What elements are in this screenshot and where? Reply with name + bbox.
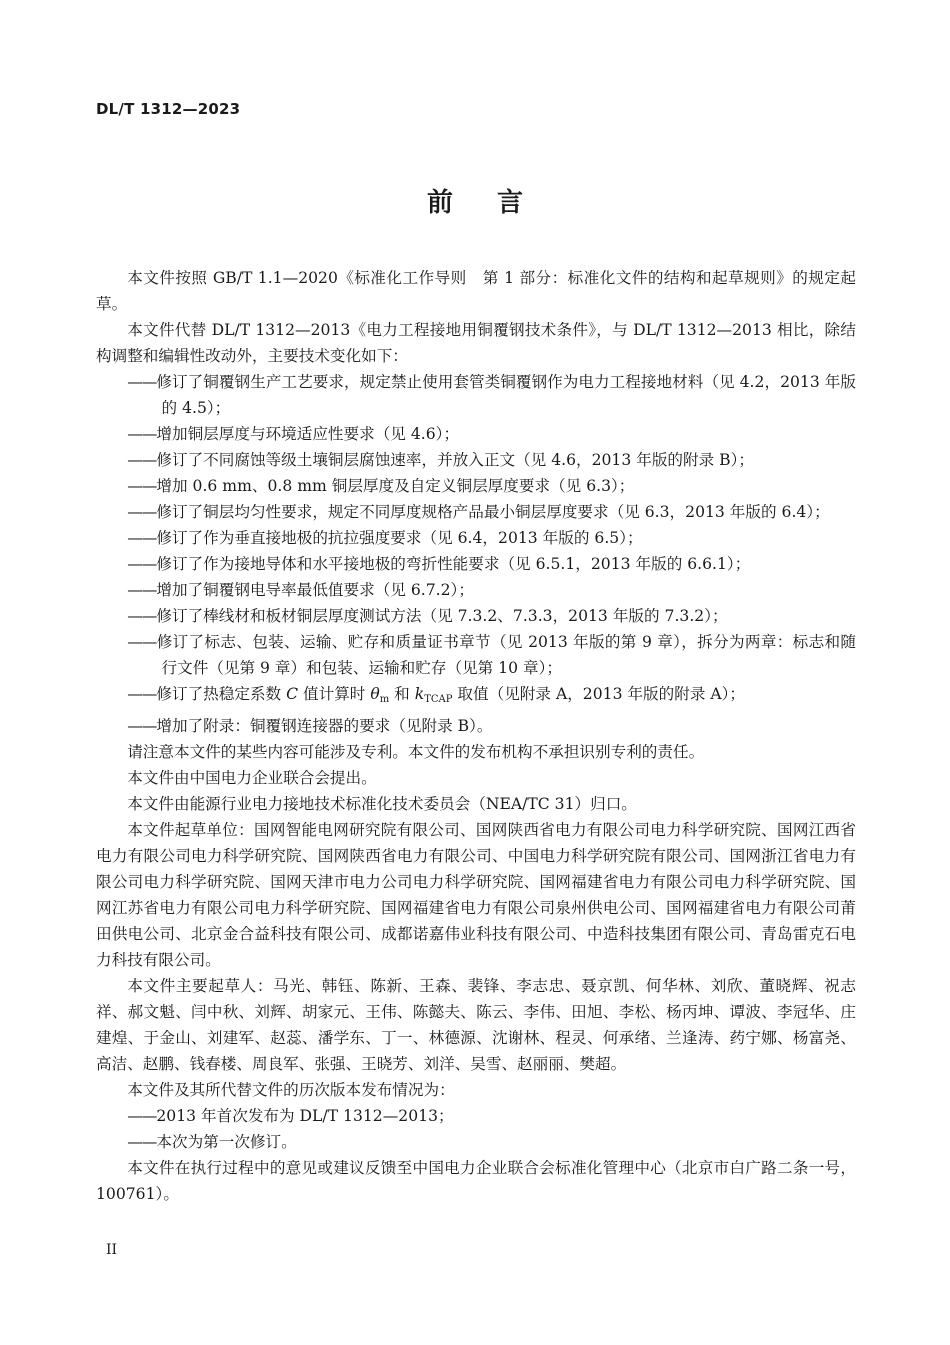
page-number: II (106, 1242, 118, 1258)
dash-mark: —— (127, 373, 157, 391)
paragraph-committee: 本文件由能源行业电力接地技术标准化技术委员会（NEA/TC 31）归口。 (127, 795, 637, 813)
change-item: ——增加 0.6 mm、0.8 mm 铜层厚度及自定义铜层厚度要求（见 6.3）； (127, 477, 635, 495)
paragraph-history-intro: 本文件及其所代替文件的历次版本发布情况为： (127, 1081, 455, 1099)
dash-mark: —— (127, 633, 157, 651)
change-item: ——增加了附录：铜覆钢连接器的要求（见附录 B）。 (127, 717, 493, 735)
dash-mark: —— (127, 425, 157, 443)
dash-mark: —— (127, 555, 157, 573)
history-item: ——本次为第一次修订。 (127, 1133, 297, 1151)
change-item: ——修订了铜覆钢生产工艺要求，规定禁止使用套管类铜覆钢作为电力工程接地材料（见 4.2，2013 年版的 4.5）； (127, 373, 856, 417)
dash-mark: —— (127, 529, 157, 547)
change-item: ——修订了作为接地导体和水平接地极的弯折性能要求（见 6.5.1，2013 年版的 6.6.1）； (127, 555, 751, 573)
dash-mark: —— (127, 1107, 157, 1125)
paragraph-patent: 请注意本文件的某些内容可能涉及专利。本文件的发布机构不承担识别专利的责任。 (127, 743, 705, 761)
dash-mark: —— (127, 581, 157, 599)
paragraph-drafting-basis: 本文件按照 GB/T 1.1—2020《标准化工作导则 第 1 部分：标准化文件的结构和起草规则》的规定起草。 (96, 269, 856, 313)
dash-mark: —— (127, 717, 157, 735)
dash-mark: —— (127, 451, 157, 469)
paragraph-drafting-units: 本文件起草单位：国网智能电网研究院有限公司、国网陕西省电力有限公司电力科学研究院、国网江西省电力有限公司电力科学研究院、国网陕西省电力有限公司、中国电力科学研究院有限公司、国网浙江省电力有限公司电力科学研究院、国网天津市电力公司电力科学研究院、国网福建省电力有限公司电力科学研究院、国网江苏省电力有限公司电力科学研究院、国网福建省电力有限公司泉州供电公司、国网福建省电力有限公司莆田供电公司、北京金合益科技有限公司、成都诺嘉伟业科技有限公司、中造科技集团有限公司、青岛雷克石电力科技有限公司。 (96, 821, 856, 969)
change-item: ——修订了不同腐蚀等级土壤铜层腐蚀速率，并放入正文（见 4.6，2013 年版的附录 B）； (127, 451, 754, 469)
document-code: DL/T 1312—2023 (96, 100, 241, 118)
change-item-formula: ——修订了热稳定系数 C 值计算时 $\theta_m$ 和 $k_{TCAP}$ 取值（见附录 A，2013 年版的附录 A）； (127, 685, 746, 705)
dash-mark: —— (127, 685, 157, 703)
document-body (96, 265, 856, 1207)
dash-mark: —— (127, 607, 157, 625)
paragraph-feedback: 本文件在执行过程中的意见或建议反馈至中国电力企业联合会标准化管理中心（北京市白广路二条一号，100761）。 (96, 1159, 856, 1203)
page-title: 前言 (426, 188, 567, 218)
history-item: ——2013 年首次发布为 DL/T 1312—2013； (127, 1107, 454, 1125)
change-item: ——修订了铜层均匀性要求，规定不同厚度规格产品最小铜层厚度要求（见 6.3，2013 年版的 6.4）； (127, 503, 830, 521)
change-item: ——修订了作为垂直接地极的抗拉强度要求（见 6.4，2013 年版的 6.5）； (127, 529, 643, 547)
change-item: ——增加铜层厚度与环境适应性要求（见 4.6）； (127, 425, 460, 443)
dash-mark: —— (127, 503, 157, 521)
change-item: ——修订了标志、包装、运输、贮存和质量证书章节（见 2013 年版的第 9 章），拆分为两章：标志和随行文件（见第 9 章）和包装、运输和贮存（见第 10 章）； (127, 633, 856, 677)
paragraph-proposer: 本文件由中国电力企业联合会提出。 (127, 769, 377, 787)
change-item: ——增加了铜覆钢电导率最低值要求（见 6.7.2）； (127, 581, 474, 599)
dash-mark: —— (127, 1133, 157, 1151)
change-item: ——修订了棒线材和板材铜层厚度测试方法（见 7.3.2、7.3.3，2013 年版的 7.3.2）； (127, 607, 728, 625)
paragraph-drafters: 本文件主要起草人：马光、韩钰、陈新、王森、裴锋、李志忠、聂京凯、何华林、刘欣、董晓辉、祝志祥、郝文魁、闫中秋、刘辉、胡家元、王伟、陈懿夫、陈云、李伟、田旭、李松、杨丙坤、谭波、李冠华、庄建煌、于金山、刘建军、赵蕊、潘学东、丁一、林德源、沈谢林、程灵、何承绪、兰逢涛、药宁娜、杨富尧、高洁、赵鹏、钱春楼、周良军、张强、王晓芳、刘洋、吴雪、赵丽丽、樊超。 (96, 977, 856, 1073)
dash-mark: —— (127, 477, 157, 495)
paragraph-replacement: 本文件代替 DL/T 1312—2013《电力工程接地用铜覆钢技术条件》，与 DL/T 1312—2013 相比，除结构调整和编辑性改动外，主要技术变化如下： (96, 321, 856, 365)
